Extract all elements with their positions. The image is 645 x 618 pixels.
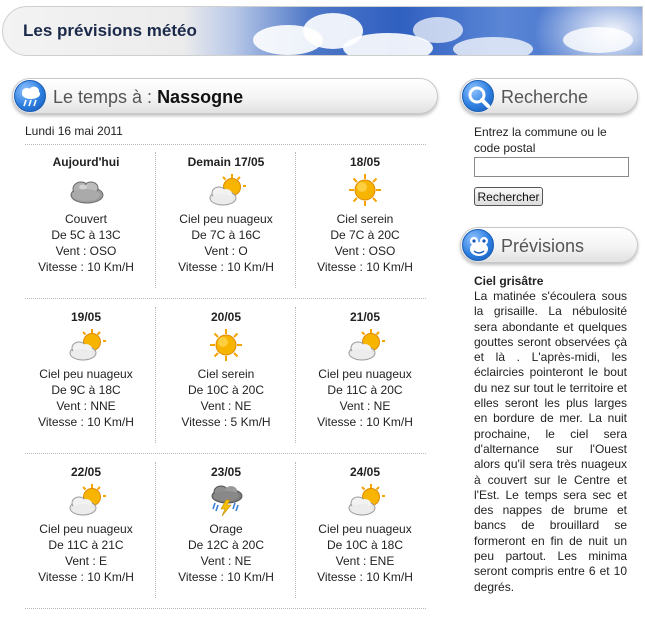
forecast-temperature: De 5C à 13C [51,228,121,242]
forecast-day-cell [160,464,292,585]
forecast-wind-speed: Vitesse : 10 Km/H [178,570,274,584]
forecast-heading: Prévisions [501,236,585,256]
forecast-temperature: De 7C à 20C [330,228,400,242]
postal-code-input[interactable] [474,157,629,177]
grid-divider [155,462,156,598]
rain-cloud-icon [14,80,46,112]
forecast-day-cell [20,154,152,275]
forecast-day-cell [299,464,431,585]
forecast-sky: Ciel peu nuageux [318,367,412,381]
weather-heading-city: Nassogne [157,87,244,107]
forecast-wind: Vent : NE [339,399,391,413]
forecast-sky: Ciel peu nuageux [179,212,273,226]
forecast-wind: Vent : E [64,554,108,568]
forecast-wind-speed: Vitesse : 5 Km/H [181,415,271,429]
forecast-sky: Couvert [64,212,108,226]
forecast-temperature: De 12C à 20C [187,538,265,552]
grid-divider [155,307,156,443]
forecast-day-label: 24/05 [349,465,381,479]
current-date: Lundi 16 mai 2011 [25,124,123,138]
forecast-wind-speed: Vitesse : 10 Km/H [317,415,413,429]
grid-divider [155,152,156,288]
forecast-sky: Ciel peu nuageux [39,522,133,536]
forecast-wind: Vent : NE [200,399,252,413]
forecast-temperature: De 10C à 20C [187,383,265,397]
forecast-wind-speed: Vitesse : 10 Km/H [317,570,413,584]
forecast-day-cell [299,154,431,275]
weather-heading-bar [12,78,438,114]
storm-icon [206,483,246,517]
site-title: Les prévisions météo [23,21,197,40]
forecast-day-cell [20,464,152,585]
forecast-temperature: De 7C à 16C [191,228,261,242]
forecast-sky: Ciel serein [197,367,255,381]
grid-divider [25,298,426,299]
forecast-wind-speed: Vitesse : 10 Km/H [178,260,274,274]
forecast-day-label: 23/05 [210,465,242,479]
sunny-icon [345,173,385,207]
partly-cloudy-icon [206,173,246,207]
forecast-day-cell [160,154,292,275]
forecast-day-cell [299,309,431,430]
grid-divider [295,152,296,288]
forecast-day-cell [160,309,292,430]
forecast-day-label: Aujourd'hui [52,155,120,169]
forecast-wind: Vent : ENE [335,554,395,568]
forecast-wind: Vent : NNE [56,399,116,413]
forecast-sky: Ciel serein [336,212,394,226]
forecast-sky: Ciel peu nuageux [39,367,133,381]
forecast-temperature: De 11C à 21C [48,538,124,552]
weather-heading [53,87,243,108]
forecast-day-label: Demain 17/05 [187,155,265,169]
banner-cloud [453,37,533,56]
forecast-day-label: 20/05 [210,310,242,324]
partly-cloudy-icon [345,483,385,517]
magnifier-icon [462,80,494,112]
sunny-icon [206,328,246,362]
forecast-day-label: 22/05 [70,465,102,479]
forecast-day-label: 19/05 [70,310,102,324]
forecast-day-label: 18/05 [349,155,381,169]
partly-cloudy-icon [345,328,385,362]
partly-cloudy-icon [66,328,106,362]
forecast-wind-speed: Vitesse : 10 Km/H [317,260,413,274]
forecast-sky: Orage [209,522,243,536]
forecast-heading-bar [460,227,638,263]
weather-heading-prefix: Le temps à : [53,87,158,107]
grid-divider [295,462,296,598]
forecast-temperature: De 10C à 18C [326,538,404,552]
forecast-text: La matinée s'écoulera sous la grisaille. La nébulosité sera abondante et quelques gouttes seront observées çà et là . L'après-midi, les éclaircies pointeront le bout du nez sur tout le territoire et elles seront les plus larges en bordure de mer. La nuit prochaine, le ciel sera d'alternance sur l'Ouest alors qu'il sera très nuageux à couvert sur le Centre et l'Est. Le temps sera sec et des nappes de brume et bancs de brouillard se formeront en fin de nuit un peu partout. Les minima seront compris entre 6 et 10 degrés. [474,289,627,594]
search-button[interactable]: Rechercher [474,187,543,206]
search-heading-bar [460,78,638,114]
forecast-temperature: De 9C à 18C [51,383,121,397]
header-banner [2,6,643,56]
forecast-wind-speed: Vitesse : 10 Km/H [38,415,134,429]
frog-icon [462,229,494,261]
forecast-wind: Vent : O [204,244,248,258]
forecast-wind-speed: Vitesse : 10 Km/H [38,260,134,274]
search-heading: Recherche [501,87,589,107]
forecast-day-cell [20,309,152,430]
banner-cloud [413,17,463,43]
banner-sun-glow [533,6,643,56]
grid-divider [295,307,296,443]
forecast-wind: Vent : NE [200,554,252,568]
partly-cloudy-icon [66,483,106,517]
forecast-wind: Vent : OSO [334,244,396,258]
cloudy-icon [66,173,106,207]
grid-divider [25,144,426,145]
search-label: Entrez la commune ou le code postal [474,125,607,155]
forecast-wind: Vent : OSO [55,244,117,258]
forecast-day-label: 21/05 [349,310,381,324]
forecast-temperature: De 11C à 20C [327,383,403,397]
grid-divider [25,453,426,454]
forecast-sky: Ciel peu nuageux [318,522,412,536]
forecast-title: Ciel grisâtre [474,274,544,288]
grid-divider [25,608,426,609]
forecast-wind-speed: Vitesse : 10 Km/H [38,570,134,584]
